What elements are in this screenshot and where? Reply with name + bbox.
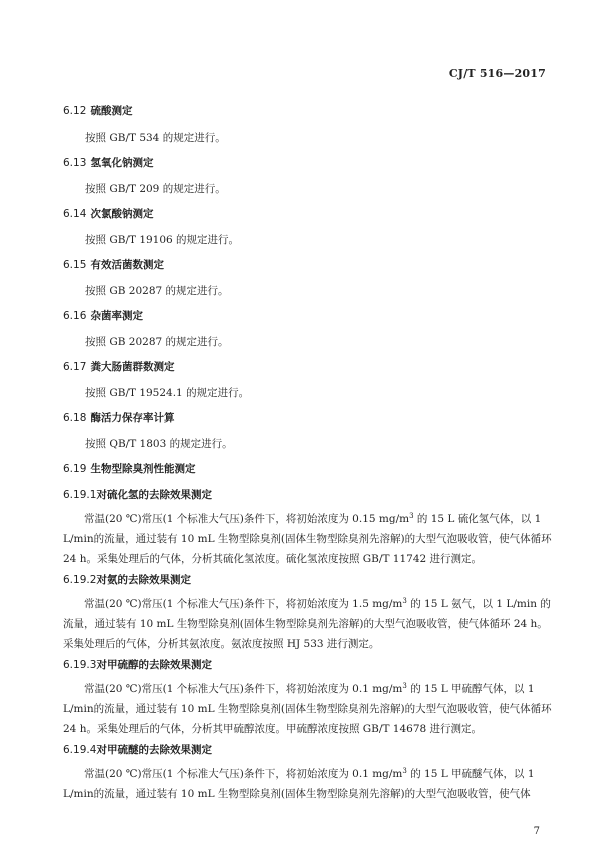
superscript: 3 (409, 512, 414, 520)
paragraph-text: 的 15 L 硫化氢气体，以 1 L/min的流量，通过装有 10 mL 生物型除臭剂(固体生物型除臭剂先溶解)的大型气泡吸收管，使气体循环 24 h。采集处理后的气体，分析其硫化氢浓度。硫化氢浓度按照 GB/T 11742 进行测定。 (63, 513, 552, 565)
section-number: 6.13 (63, 157, 87, 169)
superscript: 3 (402, 597, 407, 605)
superscript: 3 (402, 682, 407, 690)
section-body: 按照 GB 20287 的规定进行。 (85, 285, 229, 297)
page-number: 7 (533, 826, 540, 837)
section-heading (63, 410, 175, 425)
subsection-paragraph (63, 764, 553, 804)
section-title: 硫酸测定 (90, 105, 133, 117)
subsection-heading (63, 657, 212, 672)
subsection-title: 对氨的去除效果测定 (96, 574, 191, 586)
section-heading (63, 206, 154, 221)
section-number: 6.12 (63, 105, 87, 117)
section-number: 6.19 (63, 463, 87, 475)
section-body: 按照 GB 20287 的规定进行。 (85, 336, 229, 348)
section-heading (63, 308, 143, 323)
subsection-paragraph (63, 594, 553, 654)
paragraph-text: 常温(20 ℃)常压(1 个标准大气压)条件下，将初始浓度为 1.5 mg/m (84, 598, 403, 610)
section-heading (63, 103, 133, 118)
standard-number: CJ/T 516—2017 (448, 67, 546, 80)
subsection-title: 对硫化氢的去除效果测定 (96, 489, 212, 501)
section-title: 生物型除臭剂性能测定 (90, 463, 196, 475)
paragraph-text: 的 15 L 甲硫醚气体，以 1 L/min的流量，通过装有 10 mL 生物型除臭剂(固体生物型除臭剂先溶解)的大型气泡吸收管，使气体 (63, 768, 535, 800)
section-body: 按照 GB/T 209 的规定进行。 (85, 183, 226, 195)
paragraph-text: 的 15 L 氨气，以 1 L/min 的流量，通过装有 10 mL 生物型除臭剂(固体生物型除臭剂先溶解)的大型气泡吸收管，使气体循环 24 h。采集处理后的气体，分析其氨浓度。氨浓度按照 HJ 533 进行测定。 (63, 598, 551, 650)
paragraph-text: 常温(20 ℃)常压(1 个标准大气压)条件下，将初始浓度为 0.1 mg/m (84, 683, 403, 695)
section-body: 按照 QB/T 1803 的规定进行。 (85, 438, 233, 450)
section-heading (63, 155, 154, 170)
section-title: 粪大肠菌群数测定 (90, 361, 175, 373)
section-number: 6.16 (63, 310, 87, 322)
paragraph-text: 的 15 L 甲硫醇气体，以 1 L/min的流量，通过装有 10 mL 生物型除臭剂(固体生物型除臭剂先溶解)的大型气泡吸收管，使气体循环 24 h。采集处理后的气体，分析其甲硫醇浓度。甲硫醇浓度按照 GB/T 14678 进行测定。 (63, 683, 552, 735)
paragraph-text: 常温(20 ℃)常压(1 个标准大气压)条件下，将初始浓度为 0.1 mg/m (84, 768, 403, 780)
paragraph-text: 常温(20 ℃)常压(1 个标准大气压)条件下，将初始浓度为 0.15 mg/m (84, 513, 410, 525)
section-title: 杂菌率测定 (90, 310, 143, 322)
section-number: 6.17 (63, 361, 87, 373)
section-number: 6.15 (63, 259, 87, 271)
section-heading (63, 257, 164, 272)
section-body: 按照 GB/T 19106 的规定进行。 (85, 234, 240, 246)
subsection-heading (63, 487, 212, 502)
section-title: 次氯酸钠测定 (90, 208, 154, 220)
subsection-number: 6.19.4 (63, 744, 97, 756)
section-heading (63, 359, 175, 374)
section-number: 6.18 (63, 412, 87, 424)
subsection-paragraph (63, 509, 553, 569)
section-body: 按照 GB/T 19524.1 的规定进行。 (85, 387, 250, 399)
section-title: 酶活力保存率计算 (90, 412, 175, 424)
section-number: 6.14 (63, 208, 87, 220)
subsection-heading (63, 572, 191, 587)
subsection-title: 对甲硫醇的去除效果测定 (96, 659, 212, 671)
subsection-heading (63, 742, 212, 757)
section-title: 有效活菌数测定 (90, 259, 164, 271)
subsection-paragraph (63, 679, 553, 739)
subsection-number: 6.19.1 (63, 489, 97, 501)
section-body: 按照 GB/T 534 的规定进行。 (85, 132, 226, 144)
subsection-title: 对甲硫醚的去除效果测定 (96, 744, 212, 756)
superscript: 3 (402, 767, 407, 775)
section-title: 氢氧化钠测定 (90, 157, 154, 169)
subsection-number: 6.19.3 (63, 659, 97, 671)
subsection-number: 6.19.2 (63, 574, 97, 586)
section-heading (63, 461, 196, 476)
